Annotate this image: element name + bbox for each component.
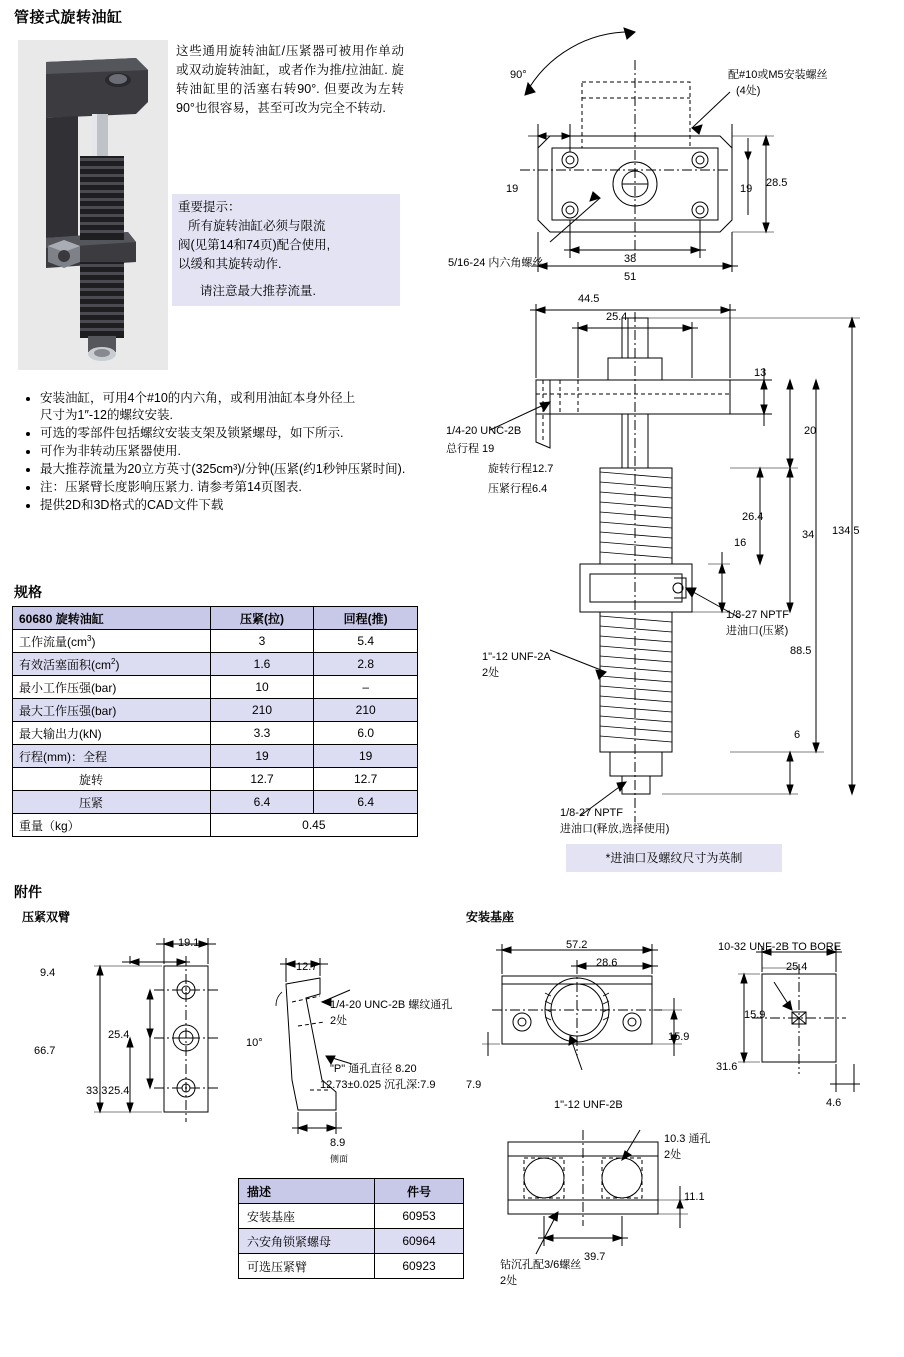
base-note-2: 2处 (500, 1275, 518, 1287)
side-view-drawing (430, 282, 900, 842)
parts-col-1: 件号 (375, 1179, 464, 1204)
side-dim-16: 16 (734, 537, 747, 549)
feature-bullets (22, 390, 432, 515)
arm-dim-19-1: 19.1 (178, 937, 200, 949)
base-hole-note-1: 10.3 通孔 (664, 1133, 711, 1145)
parts-table (238, 1178, 464, 1279)
spec-return: 2.8 (314, 653, 418, 676)
base-thread-bore: 1"-12 UNF-2B (554, 1099, 623, 1111)
part-desc: 安装基座 (239, 1204, 375, 1229)
notice-line-4: 请注意最大推荐流量. (200, 284, 316, 298)
base-right-dim-15-9: 15.9 (744, 1009, 766, 1021)
top-view-dim-38: 38 (624, 253, 637, 265)
spec-col-2: 回程(推) (314, 607, 418, 630)
side-dim-20: 20 (804, 425, 817, 437)
top-view-dim-28-5: 28.5 (766, 177, 788, 189)
arm-dim-66-7: 66.7 (34, 1045, 56, 1057)
units-note-box: *进油口及螺纹尺寸为英制 (566, 844, 782, 872)
list-item: • 可作为非转动压紧器使用. (40, 443, 432, 460)
table-row (13, 653, 418, 676)
bullet-text-cont: 尺寸为1″-12的螺纹安装. (40, 408, 173, 422)
side-stroke-clamp: 压紧行程6.4 (488, 483, 548, 495)
part-num: 60923 (375, 1254, 464, 1279)
important-notice-box (172, 194, 400, 306)
intro-paragraph: 这些通用旋转油缸/压紧器可被用作单动或双动旋转油缸，或者作为推/拉油缸. 旋转油缸里的活塞右转90°. 但要改为左转90°也很容易，甚至可改为完全不转动. (176, 44, 404, 115)
spec-table (12, 606, 418, 837)
side-dim-134-5: 134.5 (832, 525, 860, 537)
weight-value: 0.45 (210, 814, 417, 837)
table-row (239, 1229, 464, 1254)
table-row (13, 768, 418, 791)
top-view-dim-19-right: 19 (740, 183, 753, 195)
accessories-sub-left: 压紧双臂 (22, 910, 71, 924)
list-item: • 提供2D和3D格式的CAD文件下载 (40, 497, 432, 514)
list-item: • 注：压紧臂长度影响压紧力. 请参考第14页图表. (40, 479, 432, 496)
base-dim-39-7: 39.7 (584, 1251, 606, 1263)
base-hole-note-2: 2处 (664, 1149, 682, 1161)
table-row (13, 722, 418, 745)
accessories-sub-right: 安装基座 (466, 910, 515, 924)
bullet-text: 安装油缸，可用4个#10的内六角，或利用油缸本身外径上 (40, 391, 356, 405)
table-row (13, 630, 418, 653)
side-dim-13: 13 (754, 367, 767, 379)
side-port-release-1: 1/8-27 NPTF (560, 807, 623, 819)
top-view-screw-note-1: 配#10或M5安装螺丝 (728, 69, 828, 81)
accessories-heading: 附件 (14, 884, 42, 900)
spec-clamp: 6.4 (210, 791, 314, 814)
spec-return: 19 (314, 745, 418, 768)
side-dim-44-5: 44.5 (578, 293, 600, 305)
side-thread-top: 1/4-20 UNC-2B (446, 425, 522, 437)
parts-col-0: 描述 (239, 1179, 375, 1204)
top-view-drawing (430, 20, 900, 280)
list-item: • 最大推荐流量为20立方英寸(325cm³)/分钟(压紧(约1秒钟压紧时间). (40, 461, 432, 478)
notice-line-3: 以缓和其旋转动作. (178, 257, 282, 271)
notice-title: 重要提示： (178, 200, 241, 214)
top-view-angle-label: 90° (510, 69, 527, 81)
base-dim-57-2: 57.2 (566, 939, 588, 951)
arm-thread-note-1: 1/4-20 UNC-2B 螺纹通孔 (330, 999, 453, 1011)
spec-return: 12.7 (314, 768, 418, 791)
part-desc: 六安角锁紧螺母 (239, 1229, 375, 1254)
table-row (13, 791, 418, 814)
spec-label: 旋转 (13, 768, 211, 791)
table-row (13, 676, 418, 699)
arm-dim-8-9: 8.9 (330, 1137, 346, 1149)
spec-label: 压紧 (13, 791, 211, 814)
list-item (40, 390, 432, 424)
side-dim-34: 34 (802, 529, 815, 541)
top-view-dim-19-left: 19 (506, 183, 519, 195)
spec-label: 最大工作压强(bar) (13, 699, 211, 722)
side-thread-body-2: 2处 (482, 667, 500, 679)
notice-line-2: 阀(见第14和74页)配合使用, (178, 238, 331, 252)
clamp-arm-drawing (30, 930, 453, 1160)
side-stroke-total: 总行程 19 (446, 443, 495, 455)
arm-dim-33-3: 33.3 (86, 1085, 108, 1097)
spec-col-0: 60680 旋转油缸 (13, 607, 211, 630)
side-port-clamp-1: 1/8-27 NPTF (726, 609, 789, 621)
arm-hole-note-1: "P" 通孔直径 8.20 (330, 1063, 417, 1075)
top-view-hex-note: 5/16-24 内六角螺丝 (448, 257, 544, 269)
spec-return: 6.4 (314, 791, 418, 814)
base-dim-15-9: 15.9 (668, 1031, 690, 1043)
base-dim-7-9: 7.9 (466, 1079, 482, 1091)
base-right-dim-4-6: 4.6 (826, 1097, 842, 1109)
base-dim-11-1: 11.1 (684, 1191, 705, 1203)
side-dim-26-4: 26.4 (742, 511, 764, 523)
notice-line-1: 所有旋转油缸必须与限流 (188, 219, 326, 233)
side-port-release-2: 进油口(释放,选择使用) (560, 823, 670, 835)
base-right-dim-25-4: 25.4 (786, 961, 808, 973)
spec-return: – (314, 676, 418, 699)
arm-dim-25-4-a: 25.4 (108, 1029, 130, 1041)
weight-label: 重量（kg） (13, 814, 211, 837)
spec-return: 6.0 (314, 722, 418, 745)
table-row (239, 1204, 464, 1229)
arm-dim-10deg: 10° (246, 1037, 263, 1049)
side-dim-88-5: 88.5 (790, 645, 812, 657)
table-row (239, 1254, 464, 1279)
base-note-1: 钻沉孔配3/6螺丝 (500, 1259, 582, 1271)
arm-dim-12-7: 12.7 (296, 961, 318, 973)
spec-clamp: 3 (210, 630, 314, 653)
spec-clamp: 19 (210, 745, 314, 768)
base-right-thread: 10-32 UNF-2B TO BORE (718, 941, 842, 953)
spec-clamp: 12.7 (210, 768, 314, 791)
arm-note-side: 侧面 (330, 1154, 349, 1164)
side-dim-25-4: 25.4 (606, 311, 628, 323)
side-port-clamp-2: 进油口(压紧) (726, 625, 789, 637)
part-num: 60964 (375, 1229, 464, 1254)
part-desc: 可选压紧臂 (239, 1254, 375, 1279)
spec-clamp: 210 (210, 699, 314, 722)
spec-clamp: 1.6 (210, 653, 314, 676)
spec-return: 210 (314, 699, 418, 722)
spec-label: 最小工作压强(bar) (13, 676, 211, 699)
table-row-weight (13, 814, 418, 837)
page-title: 管接式旋转油缸 (14, 9, 123, 26)
side-thread-body-1: 1"-12 UNF-2A (482, 651, 551, 663)
top-view-dim-51: 51 (624, 271, 637, 283)
arm-dim-9-4: 9.4 (40, 967, 56, 979)
table-row (13, 699, 418, 722)
spec-clamp: 10 (210, 676, 314, 699)
table-row-header (13, 607, 418, 630)
spec-label: 工作流量$(cm^3)$ (13, 630, 211, 653)
spec-heading: 规格 (14, 584, 42, 600)
spec-label: 行程(mm)：全程 (13, 745, 211, 768)
table-row (13, 745, 418, 768)
part-num: 60953 (375, 1204, 464, 1229)
top-view-screw-note-2: (4处) (736, 85, 761, 97)
spec-label: 最大输出力(kN) (13, 722, 211, 745)
list-item: • 可选的零部件包括螺纹安装支架及锁紧螺母，如下所示. (40, 425, 432, 442)
side-dim-6: 6 (794, 729, 801, 741)
arm-thread-note-2: 2处 (330, 1015, 348, 1027)
arm-hole-note-2: 12.73±0.025 沉孔深:7.9 (320, 1079, 436, 1091)
side-stroke-rotate: 旋转行程12.7 (488, 463, 554, 475)
spec-col-1: 压紧(拉) (210, 607, 314, 630)
base-dim-28-6: 28.6 (596, 957, 618, 969)
product-photo (18, 40, 168, 370)
spec-return: 5.4 (314, 630, 418, 653)
table-row-header (239, 1179, 464, 1204)
spec-label: 有效活塞面积$(cm^2)$ (13, 653, 211, 676)
base-right-dim-31-6: 31.6 (716, 1061, 738, 1073)
arm-dim-25-4-b: 25.4 (108, 1085, 130, 1097)
spec-clamp: 3.3 (210, 722, 314, 745)
